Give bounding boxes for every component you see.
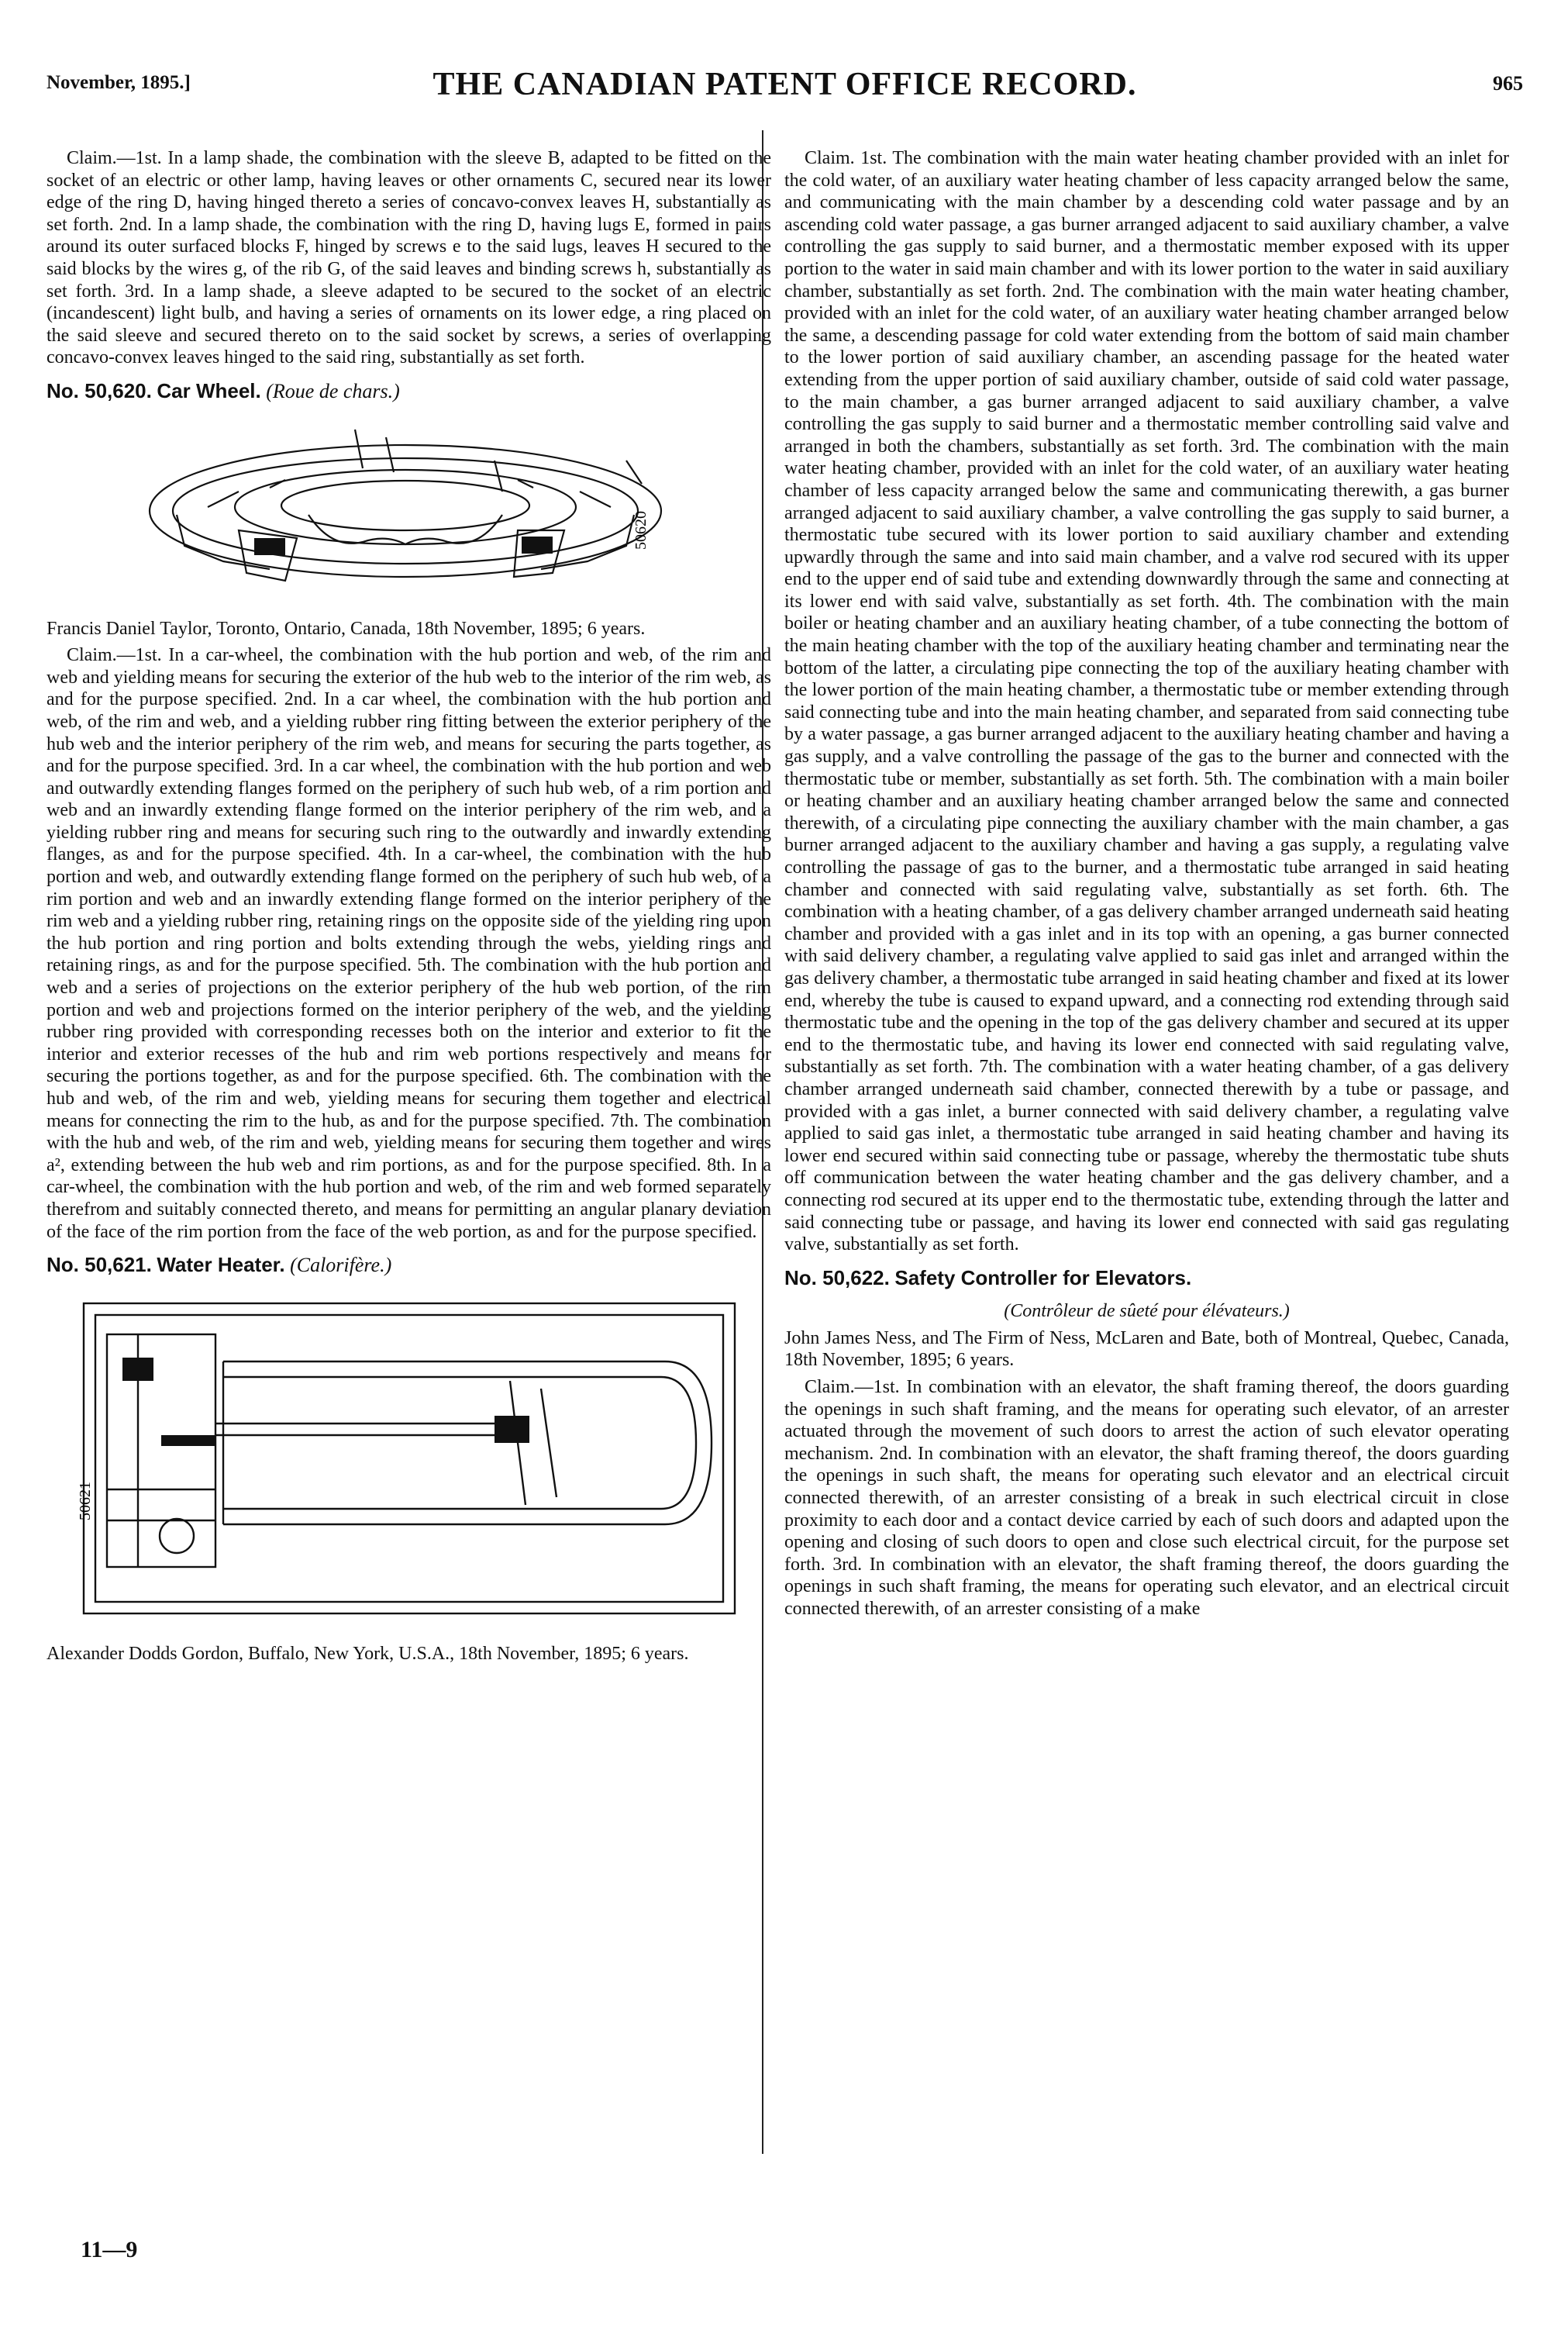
- figure-label: 50621: [76, 1481, 94, 1520]
- inventor-50622: John James Ness, and The Firm of Ness, McLaren and Bate, both of Montreal, Quebec, Canada, 18th November, 1895; 6 years.: [784, 1327, 1509, 1371]
- patent-name: Safety Controller for Elevators.: [894, 1265, 1192, 1289]
- elevator-claim: Claim.—1st. In combination with an elevator, the shaft framing thereof, the doors guarding the openings in such shaft framing, and the means for operating such elevator, of an arrester actuated through the movement of such doors to arrest the action of such elevator operating mechanism. 2nd. In combination with an elevator, the shaft framing thereof, the doors guarding the openings in such shaft, the means for operating such elevator and an electrical circuit connected therewith, of an arrester consisting of a break in such electrical circuit in close proximity to each door and a contact device carried by each of such doors and adapted upon the opening and closing of such doors to open and close such electrical circuit, for the purpose set forth. 3rd. In combination with an elevator, the shaft framing thereof, the doors guarding the openings in such shaft framing, the means for operating such elevator, and an electrical circuit connected therewith, of an arrester consisting of a make: [784, 1377, 1509, 1619]
- patent-name: Car Wheel.: [157, 378, 261, 402]
- lamp-shade-claim: Claim.—1st. In a lamp shade, the combination with the sleeve B, adapted to be fitted on the socket of an electric or other lamp, having leaves or other ornaments C, secured near its lower edge of the ring D, having hinged thereto a series of concavo-convex leaves H, substantially as set forth. 2nd. In a lamp shade, the combination with the ring D, having lugs E, formed in pairs around its outer surfaced blocks F, hinged by screws e to the said lugs, leaves H secured to the said blocks by the wires g, of the rib G, of the said leaves and binding screws h, substantially as set forth. 3rd. In a lamp shade, a sleeve adapted to be secured to the socket of an electric (incandescent) light bulb, and having a series of ornaments on its lower edge, a ring placed on the said sleeve and secured thereto on to the said socket by screws, a series of overlapping concavo-convex leaves hinged to the said ring, substantially as set forth.: [47, 148, 771, 368]
- patent-name: Water Heater.: [157, 1253, 285, 1277]
- page-header: [47, 66, 1523, 112]
- patent-french-name: (Roue de chars.): [266, 379, 400, 402]
- patent-heading-50622: [784, 1267, 1509, 1290]
- patent-heading-50621: [47, 1254, 771, 1277]
- patent-french-name: (Calorifère.): [290, 1254, 392, 1277]
- car-wheel-figure: [130, 414, 688, 604]
- patent-french-name: (Contrôleur de sûeté pour élévateurs.): [1004, 1301, 1290, 1322]
- inventor-50621: Alexander Dodds Gordon, Buffalo, New York, U.S.A., 18th November, 1895; 6 years.: [47, 1643, 689, 1664]
- patent-number: No. 50,622.: [784, 1265, 890, 1289]
- water-heater-figure: [60, 1288, 758, 1629]
- car-wheel-claim: Claim.—1st. In a car-wheel, the combination with the hub portion and web, of the rim and web and yielding means for securing the exterior of the hub web to the interior of the rim web, as and for the purpose specified. 2nd. In a car wheel, the combination with the hub portion and web, of the rim and web, and a yielding rubber ring fitting between the exterior periphery of the hub web and the interior periphery of the rim web, and means for securing the parts together, as and for the purpose specified. 3rd. In a car wheel, the combination with the hub portion and web and outwardly extending flanges formed on the periphery of such hub web, of a rim portion and web and an inwardly extending flange formed on the interior periphery of the rim web, and a yielding rubber ring and means for securing such ring to the outwardly and inwardly extending flanges, as and for the purpose specified. 4th. In a car-wheel, the combination with the hub portion and web, and outwardly extending flange formed on the periphery of such hub web, of a rim portion and web and an inwardly extending flange formed on the interior periphery of the rim web and a yielding rubber ring, retaining rings on the opposite side of the yielding ring upon the hub portion and ring portion and bolts extending through the webs, yielding rings and retaining rings, as and for the purpose specified. 5th. The combination with the hub portion and web and a series of projections on the exterior periphery of the hub web portion, of the rim portion and web and projections formed on the interior periphery of the web, and the yielding rubber ring provided with corresponding recesses both on the interior and exterior to fit the interior and exterior recesses of the hub and rim web portions respectively and means for securing the portions together, as and for the purpose specified. 6th. The combination with the hub and web, of the rim and web, yielding means for securing them together and electrical means for connecting the rim to the hub, as and for the purpose specified. 7th. The combination with the hub and web, of the rim and web, yielding means for securing them together and wires a², extending between the hub web and rim portions, as and for the purpose specified. 8th. In a car-wheel, the combination with the hub portion and web, of the rim and web formed separately therefrom and suitably connected thereto, and means for permitting an angular planary deviation of the face of the rim portion from the face of the web portion, as and for the purpose specified.: [47, 645, 771, 1242]
- figure-label: 50620: [632, 510, 650, 550]
- left-column: [47, 147, 771, 1669]
- right-column: [784, 147, 1509, 1625]
- page-number: 965: [1493, 72, 1523, 95]
- water-heater-claim: Claim. 1st. The combination with the main water heating chamber provided with an inlet for the cold water, of an auxiliary water heating chamber of less capacity arranged below the same, and communicating with the main chamber by a descending cold water passage and by an ascending cold water passage, a gas burner arranged adjacent to said auxiliary chamber, a valve controlling the gas supply to said burner, and a thermostatic member exposed with its upper portion to the water in said main chamber and with its lower portion to the water in said auxiliary chamber, substantially as set forth. 2nd. The combination with the main water heating chamber, provided with an inlet for the cold water, of an auxiliary water heating chamber arranged below the same, a descending passage for cold water extending from the bottom of said main chamber to the lower portion of said auxiliary chamber, an ascending passage for the heated water extending from the upper portion of said auxiliary chamber, outside of said cold water passage, to the main chamber, a gas burner arranged adjacent to said auxiliary chamber, a valve controlling the gas supply to said burner and a thermostatic member controlling said valve and arranged in both the chambers, substantially as set forth. 3rd. The combination with the main water heating chamber, provided with an inlet for the cold water, of an auxiliary water heating chamber of less capacity arranged below the same and communicating therewith, a gas burner arranged adjacent to said auxiliary chamber, a valve controlling the gas supply to said burner, a thermostatic tube secured with its lower portion to said auxiliary chamber and extending upwardly through the same and into said main chamber, and a valve rod secured with its upper end to the upper end of said tube and extending downwardly through the same and connecting at its lower end with said valve, substantially as set forth. 4th. The combination with the main boiler or heating chamber and an auxiliary heating chamber, of a tube connecting the bottom of the main heating chamber with the top of the auxiliary heating chamber and terminating near the bottom of the latter, a circulating pipe connecting the top of the auxiliary heating chamber with the lower portion of the main heating chamber, a thermostatic tube or member extending through said connecting tube and into the main heating chamber, and separated from said connecting tube by a water passage, a gas burner arranged adjacent to the auxiliary heating chamber and having a gas supply, and a valve controlling the passage of the gas to the burner and connected with the thermostatic tube or member, substantially as set forth. 5th. The combination with a main boiler or heating chamber and an auxiliary heating chamber arranged below the same and connected therewith, of a circulating pipe connecting the auxiliary chamber with the main chamber, a gas burner arranged adjacent to the auxiliary chamber and having a gas supply, a regulating valve controlling the passage of gas to the burner, and a thermostatic tube arranged in said heating chamber and connected with said regulating valve, substantially as set forth. 6th. The combination with a heating chamber, of a gas delivery chamber arranged underneath said heating chamber and provided with a gas inlet and in its top with an opening, a gas burner connected with said delivery chamber, a regulating valve applied to said gas inlet and arranged within the gas delivery chamber, a thermostatic tube arranged in said heating chamber and fixed at its lower end, whereby the tube is caused to expand upward, and a connecting rod extending through said thermostatic tube and the opening in the top of the gas delivery chamber and secured at its upper end to the thermostatic tube, and having its lower end connected with said regulating valve, substantially as set forth. 7th. The combination with a water heating chamber, of a gas delivery chamber arranged underneath said chamber, connected therewith by a tube or passage, and provided with a gas inlet, a burner connected with said delivery chamber, a regulating valve applied to said gas inlet, a thermostatic tube arranged in said heating chamber and having its lower end secured within said connecting tube or passage, whereby the thermostatic tube shuts off communication between the water heating chamber and the gas delivery chamber, and a connecting rod secured at its upper end to the thermostatic tube, extending through the latter and said connecting tube or passage, and having its lower end connected with said gas regulating valve, substantially as set forth.: [784, 148, 1509, 1255]
- inventor-50620: Francis Daniel Taylor, Toronto, Ontario, Canada, 18th November, 1895; 6 years.: [47, 618, 646, 639]
- signature-mark: 11—9: [81, 2237, 138, 2262]
- patent-number: No. 50,621.: [47, 1253, 152, 1277]
- patent-number: No. 50,620.: [47, 378, 152, 402]
- publication-title: THE CANADIAN PATENT OFFICE RECORD.: [432, 67, 1137, 102]
- patent-heading-50620: [47, 380, 771, 403]
- issue-date: November, 1895.]: [47, 72, 191, 93]
